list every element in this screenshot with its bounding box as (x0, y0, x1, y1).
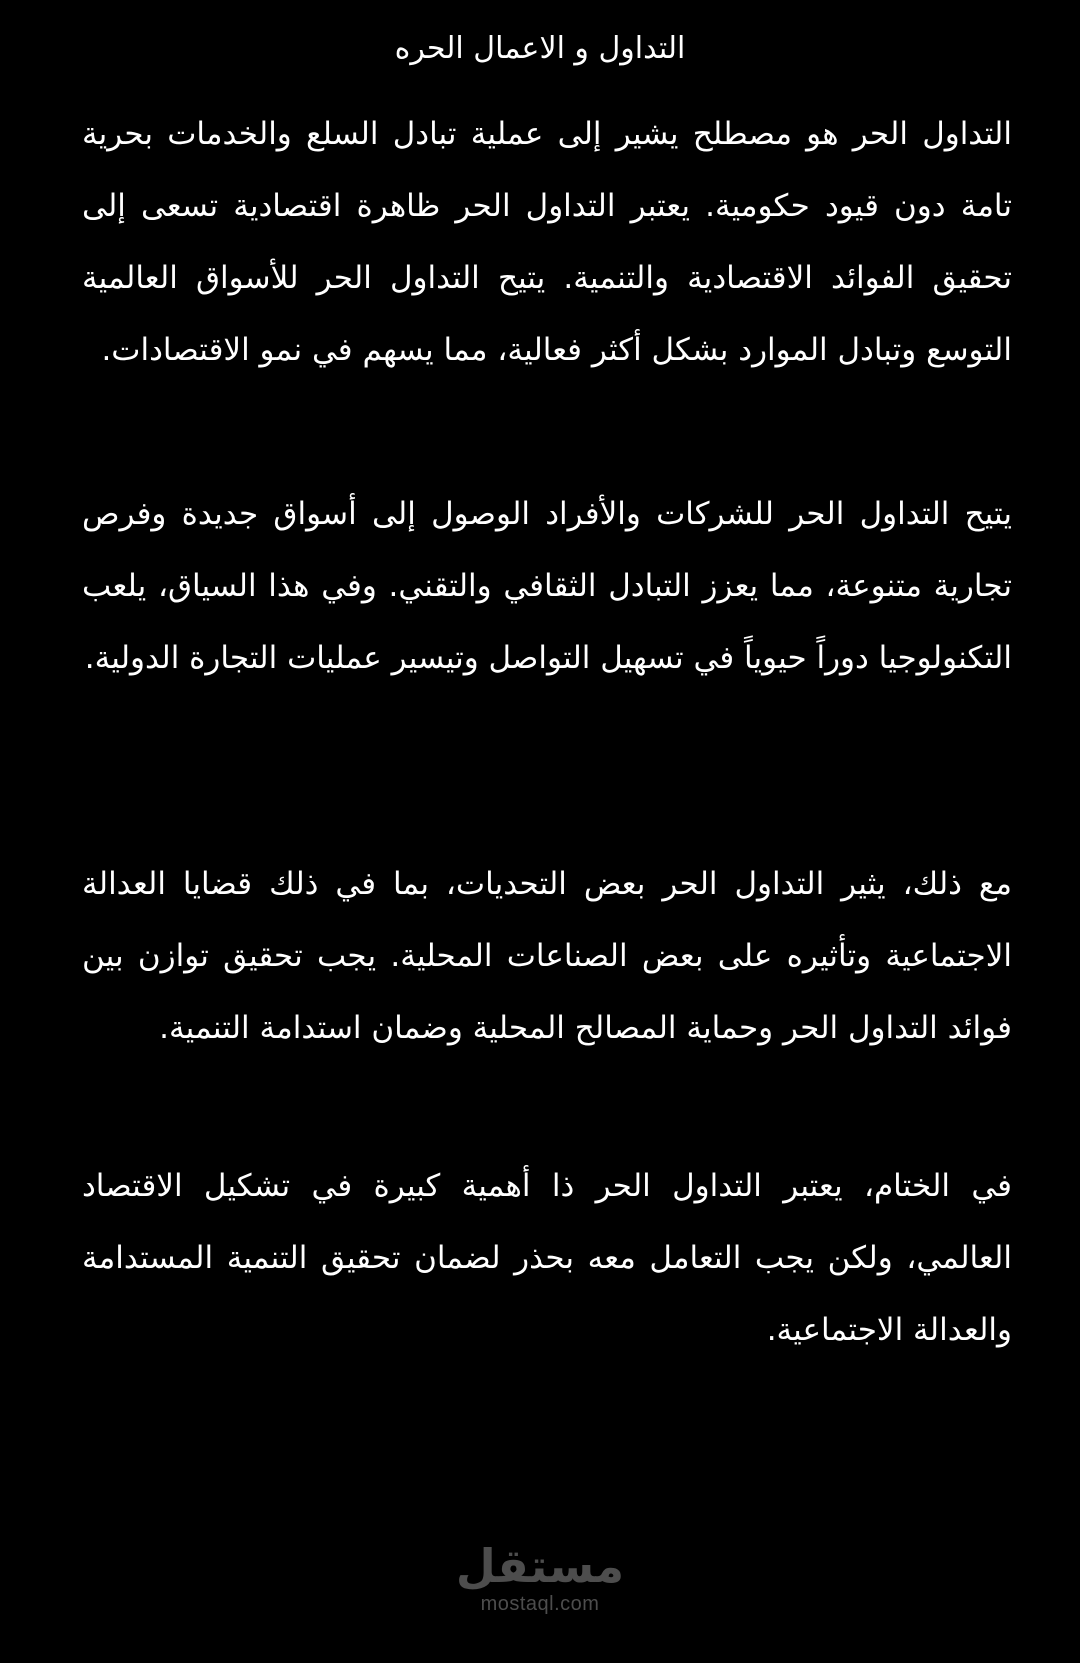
document-title: التداول و الاعمال الحره (394, 31, 686, 66)
watermark-latin-text: mostaql.com (480, 1593, 600, 1615)
watermark-arabic-text: مستقل (455, 1539, 625, 1593)
paragraph-challenges: مع ذلك، يثير التداول الحر بعض التحديات، بما في ذلك قضايا العدالة الاجتماعية وتأثيره على بعض الصناعات المحلية. يجب تحقيق توازن بين فوائد التداول الحر وحماية المصالح المحلية وضمان استدامة التنمية. (82, 866, 1012, 1046)
paragraph-conclusion: في الختام، يعتبر التداول الحر ذا أهمية كبيرة في تشكيل الاقتصاد العالمي، ولكن يجب التعامل معه بحذر لضمان تحقيق التنمية المستدامة والعدالة الاجتماعية. (82, 1168, 1012, 1348)
paragraph-opportunities: يتيح التداول الحر للشركات والأفراد الوصول إلى أسواق جديدة وفرص تجارية متنوعة، مما يعزز التبادل الثقافي والتقني. وفي هذا السياق، يلعب التكنولوجيا دوراً حيوياً في تسهيل التواصل وتيسير عمليات التجارة الدولية. (82, 496, 1012, 676)
paragraph-intro: التداول الحر هو مصطلح يشير إلى عملية تبادل السلع والخدمات بحرية تامة دون قيود حكومية. يعتبر التداول الحر ظاهرة اقتصادية تسعى إلى تحقيق الفوائد الاقتصادية والتنمية. يتيح التداول الحر للأسواق العالمية التوسع وتبادل الموارد بشكل أكثر فعالية، مما يسهم في نمو الاقتصادات. (82, 116, 1012, 368)
mostaql-watermark-logo (0, 1540, 1080, 1616)
